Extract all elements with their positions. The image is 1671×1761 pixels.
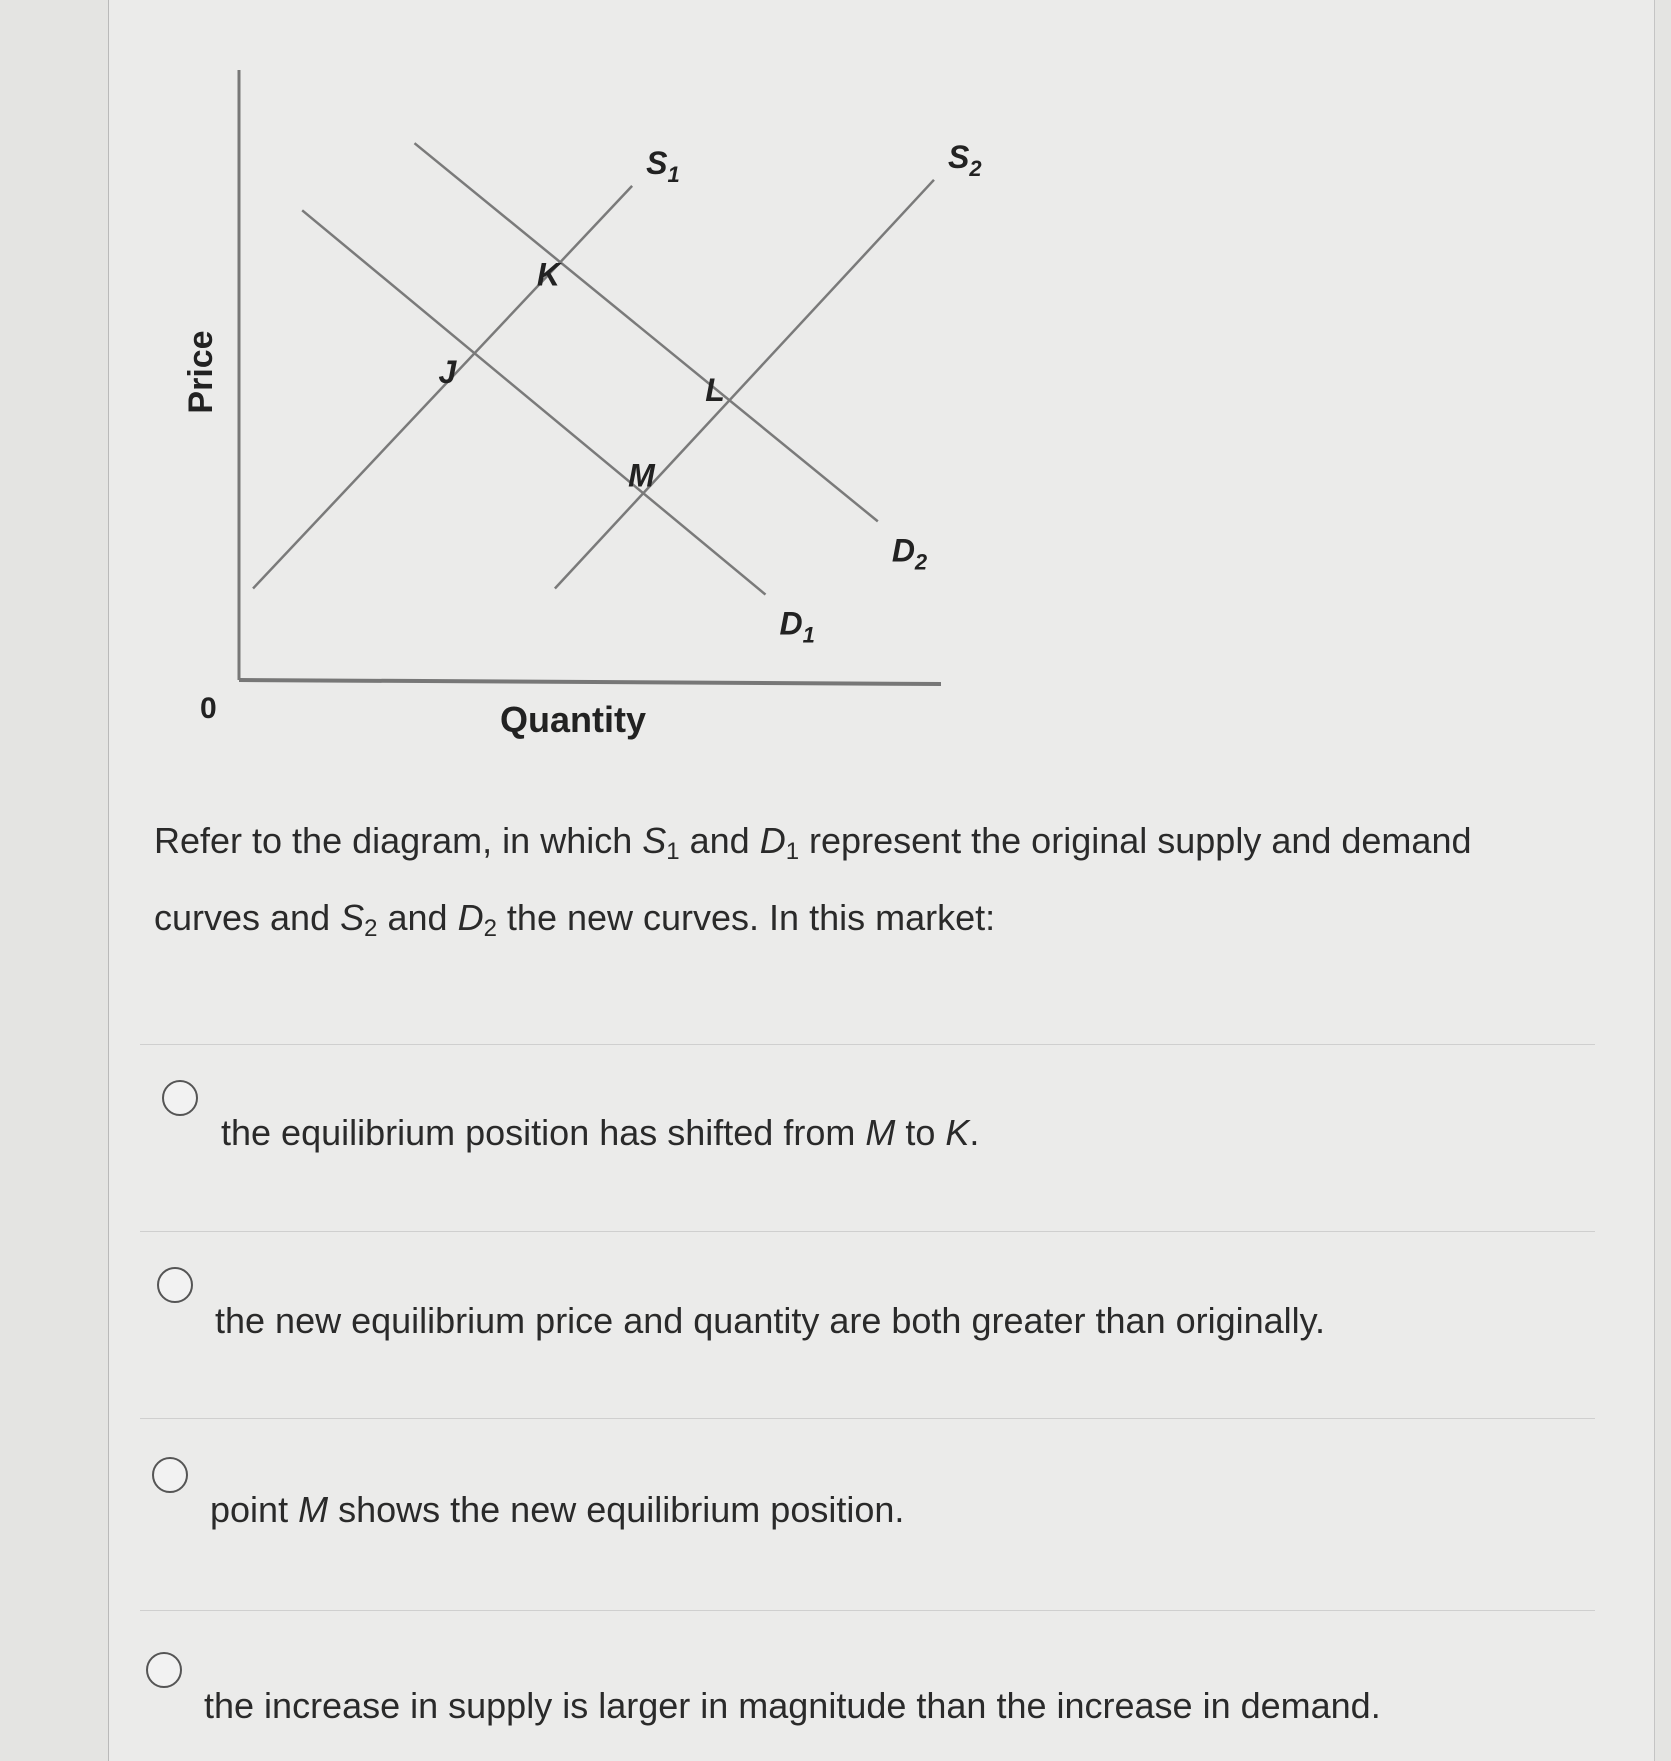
divider — [140, 1610, 1595, 1611]
divider — [140, 1231, 1595, 1232]
curve-s2 — [555, 180, 934, 589]
option-3-label[interactable]: point M shows the new equilibrium position. — [210, 1489, 905, 1530]
curve-label-d1: $D_1$ — [779, 605, 815, 648]
curve-label-d2: $D_2$ — [891, 532, 928, 575]
divider — [140, 1418, 1595, 1419]
point-label-k: K — [536, 256, 560, 293]
point-label-m: M — [628, 457, 655, 494]
option-2-radio[interactable] — [157, 1267, 193, 1303]
point-label-j: J — [438, 353, 457, 390]
curve-label-s2: $S_2$ — [947, 138, 982, 181]
x-axis — [239, 680, 941, 684]
x-axis-label: Quantity — [500, 699, 647, 740]
option-2-label[interactable]: the new equilibrium price and quantity are both greater than originally. — [215, 1300, 1325, 1341]
divider — [140, 1044, 1595, 1045]
curve-label-s1: $S_1$ — [646, 144, 680, 187]
point-label-l: L — [705, 372, 725, 409]
option-3-radio[interactable] — [152, 1457, 188, 1493]
question-text: Refer to the diagram, in which $S_1$ and $D_1$ represent the original supply and demand curves and $S_2$ and $D_2$ the new curves. In this market: — [154, 820, 1472, 942]
y-axis-label: Price — [182, 330, 220, 414]
option-1-radio[interactable] — [162, 1080, 198, 1116]
supply-demand-chart — [0, 0, 1671, 800]
option-1-label[interactable]: the equilibrium position has shifted from M to K. — [221, 1112, 980, 1153]
origin-label: 0 — [200, 692, 217, 725]
curve-d1 — [302, 210, 765, 594]
option-4-label[interactable]: the increase in supply is larger in magnitude than the increase in demand. — [204, 1685, 1381, 1726]
option-4-radio[interactable] — [146, 1652, 182, 1688]
